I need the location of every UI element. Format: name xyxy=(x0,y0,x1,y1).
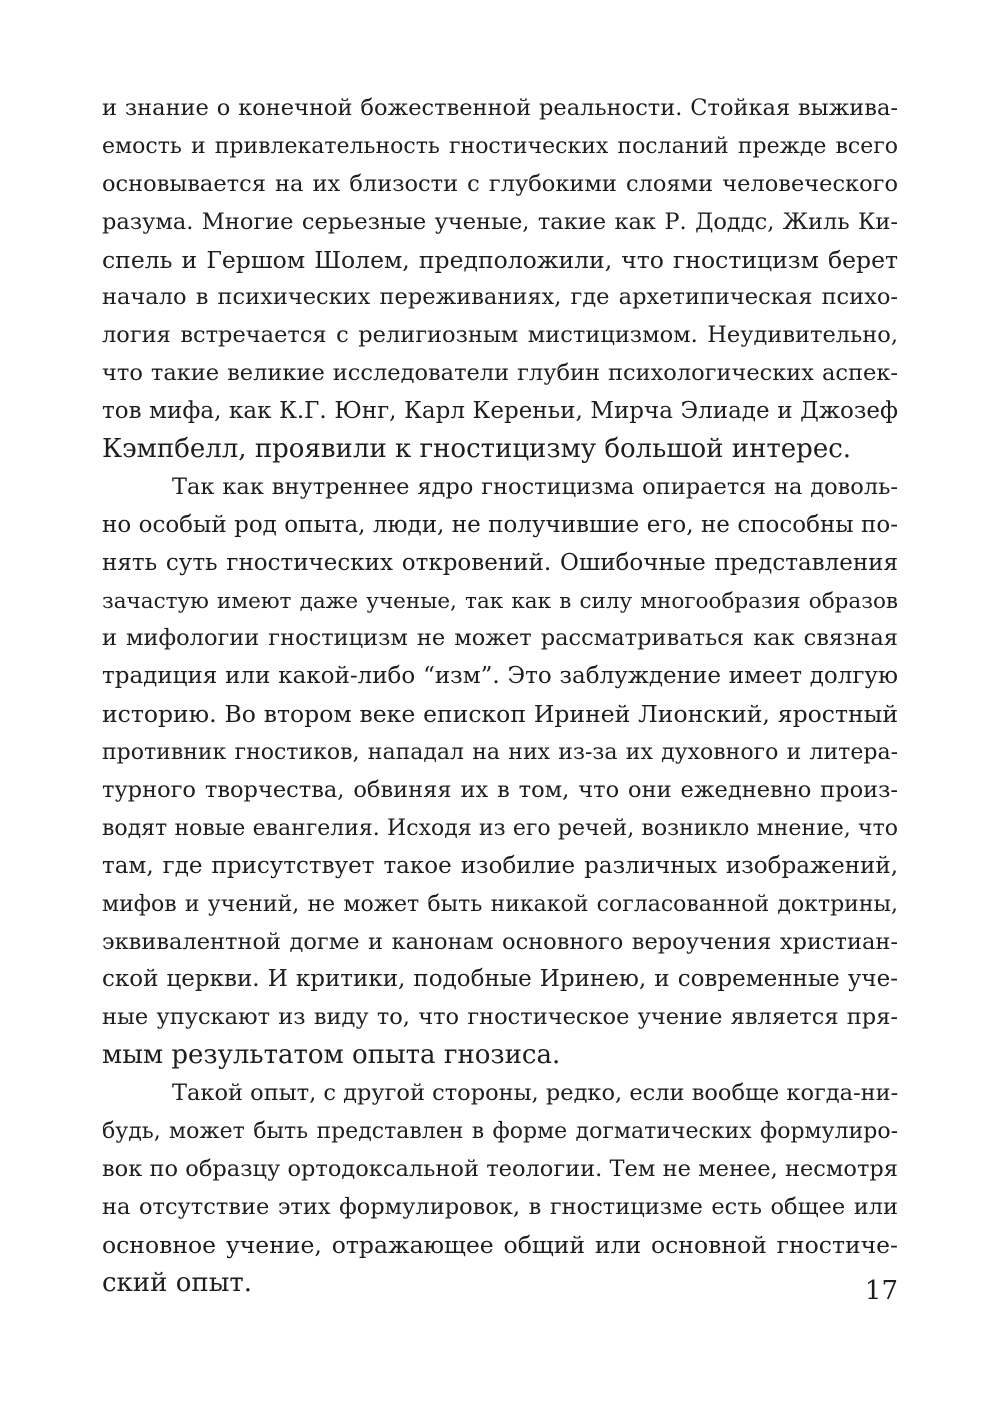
text-line: вок по образцу ортодоксальной теологии. Тем не менее, несмотря xyxy=(102,1155,898,1182)
text-line: разума. Многие серьезные ученые, такие как Р. Доддс, Жиль Ки- xyxy=(102,208,898,235)
text-line: но особый род опыта, люди, не получившие его, не способны по- xyxy=(102,511,898,538)
text-line: начало в психических переживаниях, где архетипическая психо- xyxy=(102,284,898,311)
paragraph-1 xyxy=(102,90,898,469)
text-line: будь, может быть представлен в форме догматических формулиро- xyxy=(102,1119,898,1145)
text-line: Так как внутреннее ядро гностицизма опирается на доволь- xyxy=(172,473,898,500)
text-line: мифов и учений, не может быть никакой согласованной доктрины, xyxy=(102,891,898,917)
text-line: ской церкви. И критики, подобные Иринею, и современные уче- xyxy=(102,966,898,993)
text-line: емость и привлекательность гностических посланий прежде всего xyxy=(102,133,898,159)
text-line: спель и Гершом Шолем, предположили, что гностицизм берет xyxy=(102,245,898,274)
text-line: эквивалентной догме и канонам основного вероучения христиан- xyxy=(102,928,898,955)
text-line: Кэмпбелл, проявили к гностицизму большой интерес. xyxy=(102,434,852,465)
text-line: основывается на их близости с глубокими слоями человеческого xyxy=(102,170,898,197)
text-line: мым результатом опыта гнозиса. xyxy=(102,1040,561,1071)
paragraph-2 xyxy=(102,469,898,1075)
text-line: противник гностиков, нападал на них из-за их духовного и литера- xyxy=(102,740,898,766)
text-line: ский опыт. xyxy=(102,1267,253,1298)
text-line: нять суть гностических откровений. Ошибочные представления xyxy=(102,549,898,576)
text-line: и мифологии гностицизм не может рассматриваться как связная xyxy=(102,625,898,652)
text-line: основное учение, отражающее общий или основной гностиче- xyxy=(102,1230,898,1259)
text-line: историю. Во втором веке епископ Ириней Лионский, яростный xyxy=(102,700,898,729)
text-line: там, где присутствует такое изобилие различных изображений, xyxy=(102,852,898,879)
body-text xyxy=(102,90,898,1303)
text-line: ные упускают из виду то, что гностическое учение является пря- xyxy=(102,1004,898,1031)
paragraph-3 xyxy=(102,1075,898,1302)
text-line: турного творчества, обвиняя их в том, что они ежедневно произ- xyxy=(102,777,898,804)
text-line: Такой опыт, с другой стороны, редко, если вообще когда-ни- xyxy=(172,1080,898,1107)
text-line: водят новые евангелия. Исходя из его речей, возникло мнение, что xyxy=(102,815,898,841)
text-line: что такие великие исследователи глубин психологических аспек- xyxy=(102,360,898,387)
text-line: традиция или какой-либо “изм”. Это заблуждение имеет долгую xyxy=(102,663,898,690)
text-line: зачастую имеют даже ученые, так как в силу многообразия образов xyxy=(102,588,898,614)
text-line: на отсутствие этих формулировок, в гностицизме есть общее или xyxy=(102,1193,898,1220)
text-line: и знание о конечной божественной реальности. Стойкая выжива- xyxy=(102,95,898,121)
text-line: тов мифа, как К.Г. Юнг, Карл Кереньи, Мирча Элиаде и Джозеф xyxy=(102,398,898,425)
page-number: 17 xyxy=(864,1276,898,1306)
text-line: логия встречается с религиозным мистицизмом. Неудивительно, xyxy=(102,322,898,349)
